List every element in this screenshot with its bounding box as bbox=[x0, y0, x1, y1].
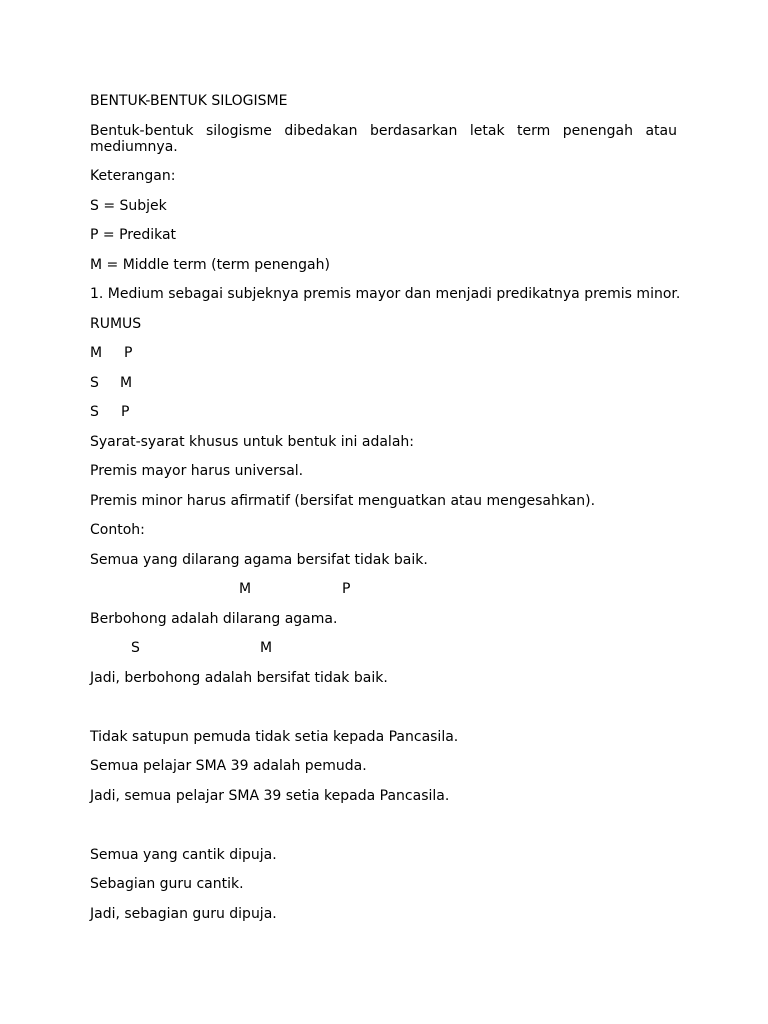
example-2-line-3: Jadi, semua pelajar SMA 39 setia kepada Pancasila. bbox=[90, 788, 450, 804]
rumus-row-1-term-b: P bbox=[124, 345, 133, 361]
example-2-line-2: Semua pelajar SMA 39 adalah pemuda. bbox=[90, 758, 367, 774]
rumus-row-3-term-b: P bbox=[121, 404, 130, 420]
legend-subjek: S = Subjek bbox=[90, 198, 167, 214]
document-title: BENTUK-BENTUK SILOGISME bbox=[90, 93, 288, 109]
legend-predikat: P = Predikat bbox=[90, 227, 177, 243]
legend-middle-term: M = Middle term (term penengah) bbox=[90, 257, 330, 273]
example-3-line-1: Semua yang cantik dipuja. bbox=[90, 847, 277, 863]
example-1-kesimpulan: Jadi, berbohong adalah bersifat tidak baik. bbox=[90, 670, 388, 686]
rumus-row-2-term-b: M bbox=[120, 375, 133, 391]
rumus-row-2-term-a: S bbox=[90, 375, 99, 391]
rumus-row-1-term-a: M bbox=[90, 345, 103, 361]
example-3-line-3: Jadi, sebagian guru dipuja. bbox=[90, 906, 277, 922]
example-1-premis-minor: Berbohong adalah dilarang agama. bbox=[90, 611, 338, 627]
example-1-minor-term-m: M bbox=[260, 640, 273, 656]
contoh-label: Contoh: bbox=[90, 522, 145, 538]
example-3-line-2: Sebagian guru cantik. bbox=[90, 876, 244, 892]
intro-paragraph: Bentuk-bentuk silogisme dibedakan berdasarkan letak term penengah atau mediumnya. bbox=[90, 123, 677, 155]
rumus-row-3-term-a: S bbox=[90, 404, 99, 420]
syarat-item-1: Premis mayor harus universal. bbox=[90, 463, 304, 479]
example-1-mayor-term-m: M bbox=[239, 581, 252, 597]
point-1: 1. Medium sebagai subjeknya premis mayor dan menjadi predikatnya premis minor. bbox=[90, 286, 681, 302]
keterangan-label: Keterangan: bbox=[90, 168, 176, 184]
syarat-item-2: Premis minor harus afirmatif (bersifat menguatkan atau mengesahkan). bbox=[90, 493, 596, 509]
syarat-heading: Syarat-syarat khusus untuk bentuk ini adalah: bbox=[90, 434, 414, 450]
example-1-premis-mayor: Semua yang dilarang agama bersifat tidak baik. bbox=[90, 552, 428, 568]
example-2-line-1: Tidak satupun pemuda tidak setia kepada Pancasila. bbox=[90, 729, 459, 745]
example-1-mayor-term-p: P bbox=[342, 581, 351, 597]
rumus-label: RUMUS bbox=[90, 316, 142, 332]
example-1-minor-term-s: S bbox=[131, 640, 140, 656]
